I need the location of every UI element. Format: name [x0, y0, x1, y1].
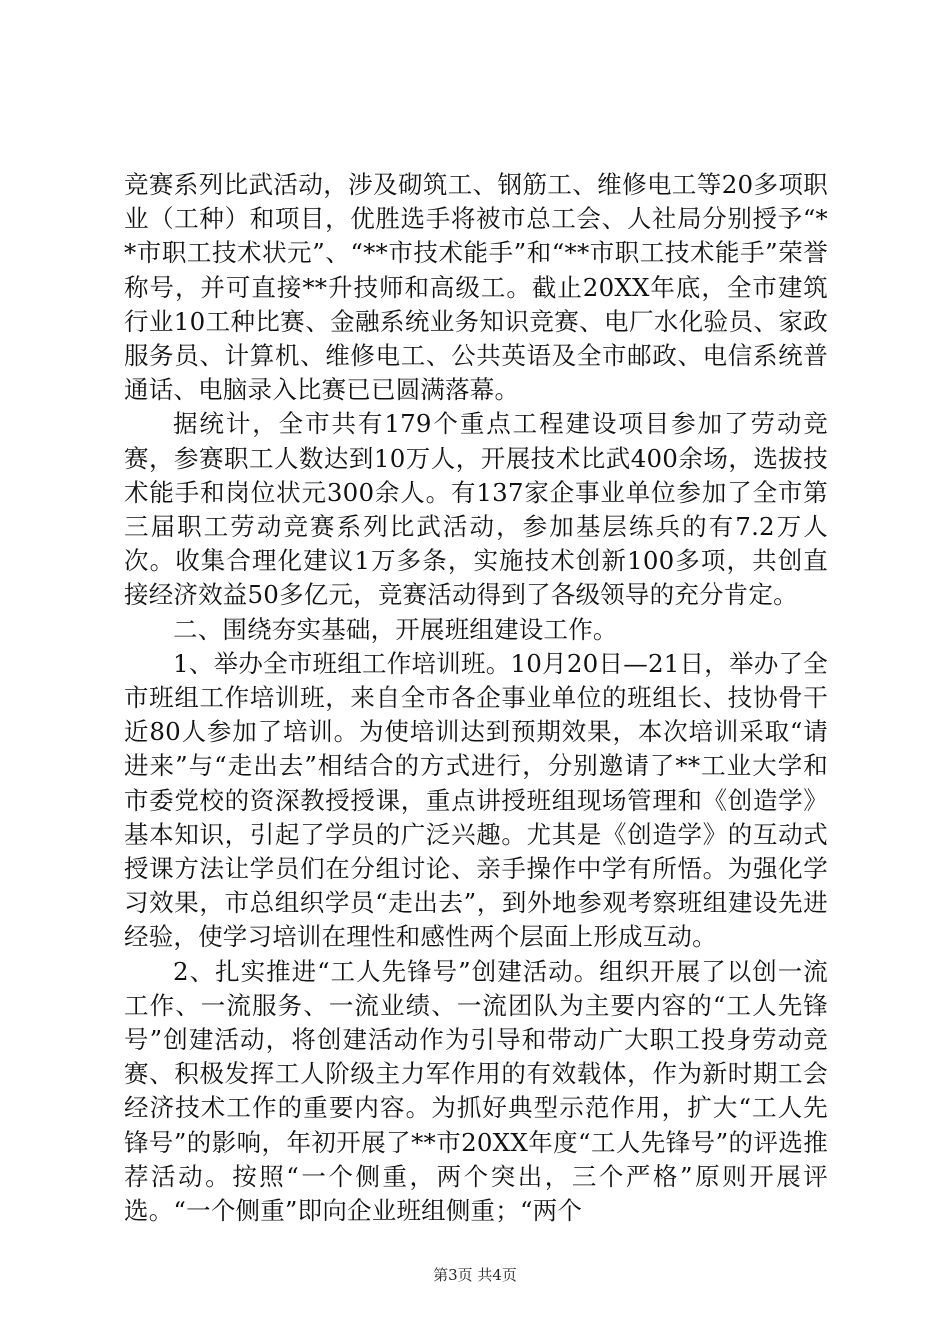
page-number-footer: 第3页 共4页: [433, 1266, 517, 1284]
paragraph-pioneer-activity: 2、扎实推进“工人先锋号”创建活动。组织开展了以创一流工作、一流服务、一流业绩、一流团队为主要内容的“工人先锋号”创建活动，将创建活动作为引导和带动广大职工投身劳动竞赛、积极发挥工人阶级主力军作用的有效载体，作为新时期工会经济技术工作的重要内容。为抓好典型示范作用，扩大“工人先锋号”的影响，年初开展了**市20XX年度“工人先锋号”的评选推荐活动。按照“一个侧重，两个突出，三个严格”原则开展评选。“一个侧重”即向企业班组侧重；“两个: [124, 956, 828, 1226]
document-body: [124, 168, 828, 1228]
paragraph-training-class: 1、举办全市班组工作培训班。10月20日—21日，举办了全市班组工作培训班，来自全市各企事业单位的班组长、技协骨干近80人参加了培训。为使培训达到预期效果，本次培训采取“请进来”与“走出去”相结合的方式进行，分别邀请了**工业大学和市委党校的资深教授授课，重点讲授班组现场管理和《创造学》基本知识，引起了学员的广泛兴趣。尤其是《创造学》的互动式授课方法让学员们在分组讨论、亲手操作中学有所悟。为强化学习效果，市总组织学员“走出去”，到外地参观考察班组建设先进经验，使学习培训在理性和感性两个层面上形成互动。: [124, 648, 828, 952]
section-heading: 二、围绕夯实基础，开展班组建设工作。: [173, 614, 618, 644]
paragraph-continuation: 竞赛系列比武活动，涉及砌筑工、钢筋工、维修电工等20多项职业（工种）和项目，优胜选手将被市总工会、人社局分别授予“**市职工技术状元”、“**市技术能手”和“**市职工技术能手”荣誉称号，并可直接**升技师和高级工。截止20XX年底，全市建筑行业10工种比赛、金融系统业务知识竞赛、电厂水化验员、家政服务员、计算机、维修电工、公共英语及全市邮政、电信系统普通话、电脑录入比赛已已圆满落幕。: [124, 170, 828, 405]
paragraph-statistics: 据统计，全市共有179个重点工程建设项目参加了劳动竞赛，参赛职工人数达到10万人，开展技术比武400余场，选拔技术能手和岗位状元300余人。有137家企事业单位参加了全市第三届职工劳动竞赛系列比武活动，参加基层练兵的有7.2万人次。收集合理化建议1万多条，实施技术创新100多项，共创直接经济效益50多亿元，竞赛活动得到了各级领导的充分肯定。: [124, 409, 828, 610]
